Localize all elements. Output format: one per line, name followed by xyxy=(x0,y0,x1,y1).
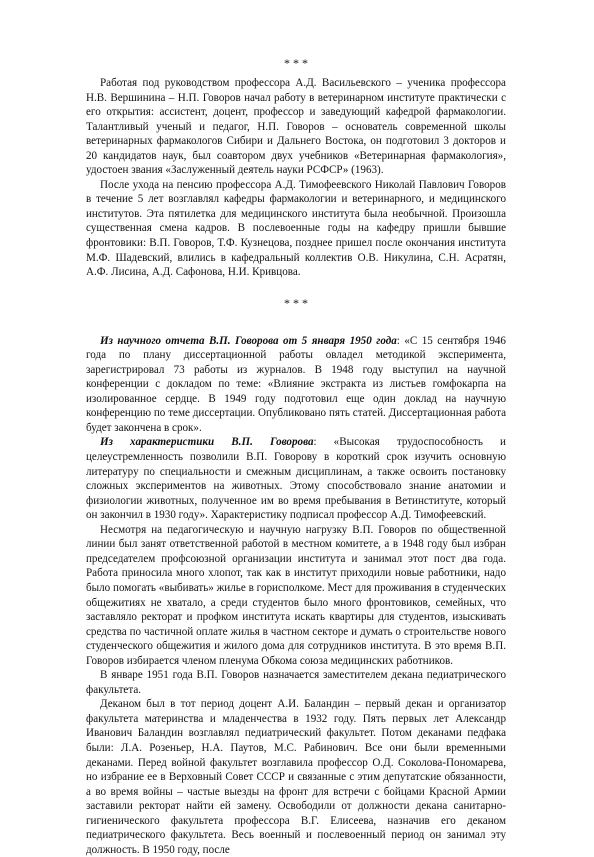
characteristics-lead: Из характеристики В.П. Говорова xyxy=(100,436,314,449)
section-separator: * * * xyxy=(284,56,308,70)
report-lead: Из научного отчета В.П. Говорова от 5 января 1950 года xyxy=(100,334,397,347)
paragraph: Несмотря на педагогическую и научную нагрузку В.П. Говоров по общественной линии был занят ответственной работой в местном комитете, а в 1948 году был избран председателем профсоюзной организации института и занимал этот пост два года. Работа приносила много хлопот, так как в институт приходили новые работники, надо было помогать «выбивать» жилье в горисполкоме. Мест для проживания в студенческих общежитиях не хватало, а среди студентов было много фронтовиков, семейных, что заставляло ректорат и профком института искать квартиры для студентов, изыскивать средства по частичной оплате жилья в частном секторе и думать о строительстве нового студенческого общежития и жилого дома для сотрудников института. В это время В.П. Говоров избирается членом пленума Обкома союза медицинских работников. xyxy=(86,523,506,667)
paragraph: Деканом был в тот период доцент А.И. Баландин – первый декан и организатор факультета материнства и младенчества в 1932 году. Пять первых лет Александр Иванович Баландин возглавлял педиатрический факультет. Потом деканами педфака были: Л.А. Розеньер, Н.А. Паутов, М.С. Рабинович. Все они были временными деканами. Перед войной факультет возглавила профессор О.Д. Соколова-Пономарева, но избрание ее в Верховный Совет СССР и связанные с этим депутатские обязанности, а во время войны – частые выезды на фронт для встречи с бойцами Красной Армии заставили ректорат найти ей замену. Освободили от должности декана санитарно-гигиенического факультета профессора В.Г. Елисеева, назначив его деканом педиатрического факультета. Весь военный и послевоенный период он занимал эту должность. В 1950 году, после xyxy=(86,698,506,856)
characteristics-paragraph xyxy=(86,435,506,522)
report-paragraph xyxy=(86,334,506,436)
characteristics-text: : «Высокая трудоспособность и целеустремленность позволили В.П. Говорову в короткий срок изучить основную литературу по специальности и смежным дисциплинам, а также освоить постановку сложных экспериментов на животных. Этому способствовало знание анатомии и физиологии животных, полученное им во время пребывания в Ветинституте, который он закончил в 1930 году». Характеристику подписал профессор А.Д. Тимофеевский. xyxy=(86,436,506,522)
paragraph: После ухода на пенсию профессора А.Д. Тимофеевского Николай Павлович Говоров в течение 5 лет возглавлял кафедры фармакологии и ветеринарного, и медицинского институтов. Эта пятилетка для медицинского института была необычной. Произошла существенная смена кадров. В послевоенные годы на кафедру пришли бывшие фронтовики: В.П. Говоров, Т.Ф. Кузнецова, позднее пришел после окончания института М.Ф. Шадевский, влились в кафедральный коллектив О.В. Никулина, С.Н. Асратян, А.Ф. Лисина, А.Д. Сафонова, Н.И. Кривцова. xyxy=(86,178,506,279)
report-text: : «С 15 сентября 1946 года по плану диссертационной работы овладел методикой эксперимента, зарегистрировал 73 работы из журналов. В 1948 году выступил на научной конференции с докладом по теме: «Влияние экстракта из листьев гомфокарпа на изолированное сердце. В 1949 году подготовил еще один доклад на научную конференцию по теме диссертации. Опубликовано пять статей. Диссертационная работа будет закончена в срок». xyxy=(86,334,506,434)
paragraph: В январе 1951 года В.П. Говоров назначается заместителем декана педиатрического факультета. xyxy=(86,669,506,696)
paragraph: Работая под руководством профессора А.Д. Васильевского – ученика профессора Н.В. Вершинина – Н.П. Говоров начал работу в ветеринарном институте практически с его открытия: ассистент, доцент, профессор и заведующий кафедрой фармакологии. Талантливый ученый и педагог, Н.П. Говоров – основатель современной школы ветеринарных фармакологов Сибири и Дальнего Востока, он подготовил 3 докторов и 20 кандидатов наук, был соавтором двух учебников «Ветеринарная фармакология», удостоен звания «Заслуженный деятель науки РСФСР» (1963). xyxy=(86,77,506,177)
section-separator: * * * xyxy=(284,295,308,310)
